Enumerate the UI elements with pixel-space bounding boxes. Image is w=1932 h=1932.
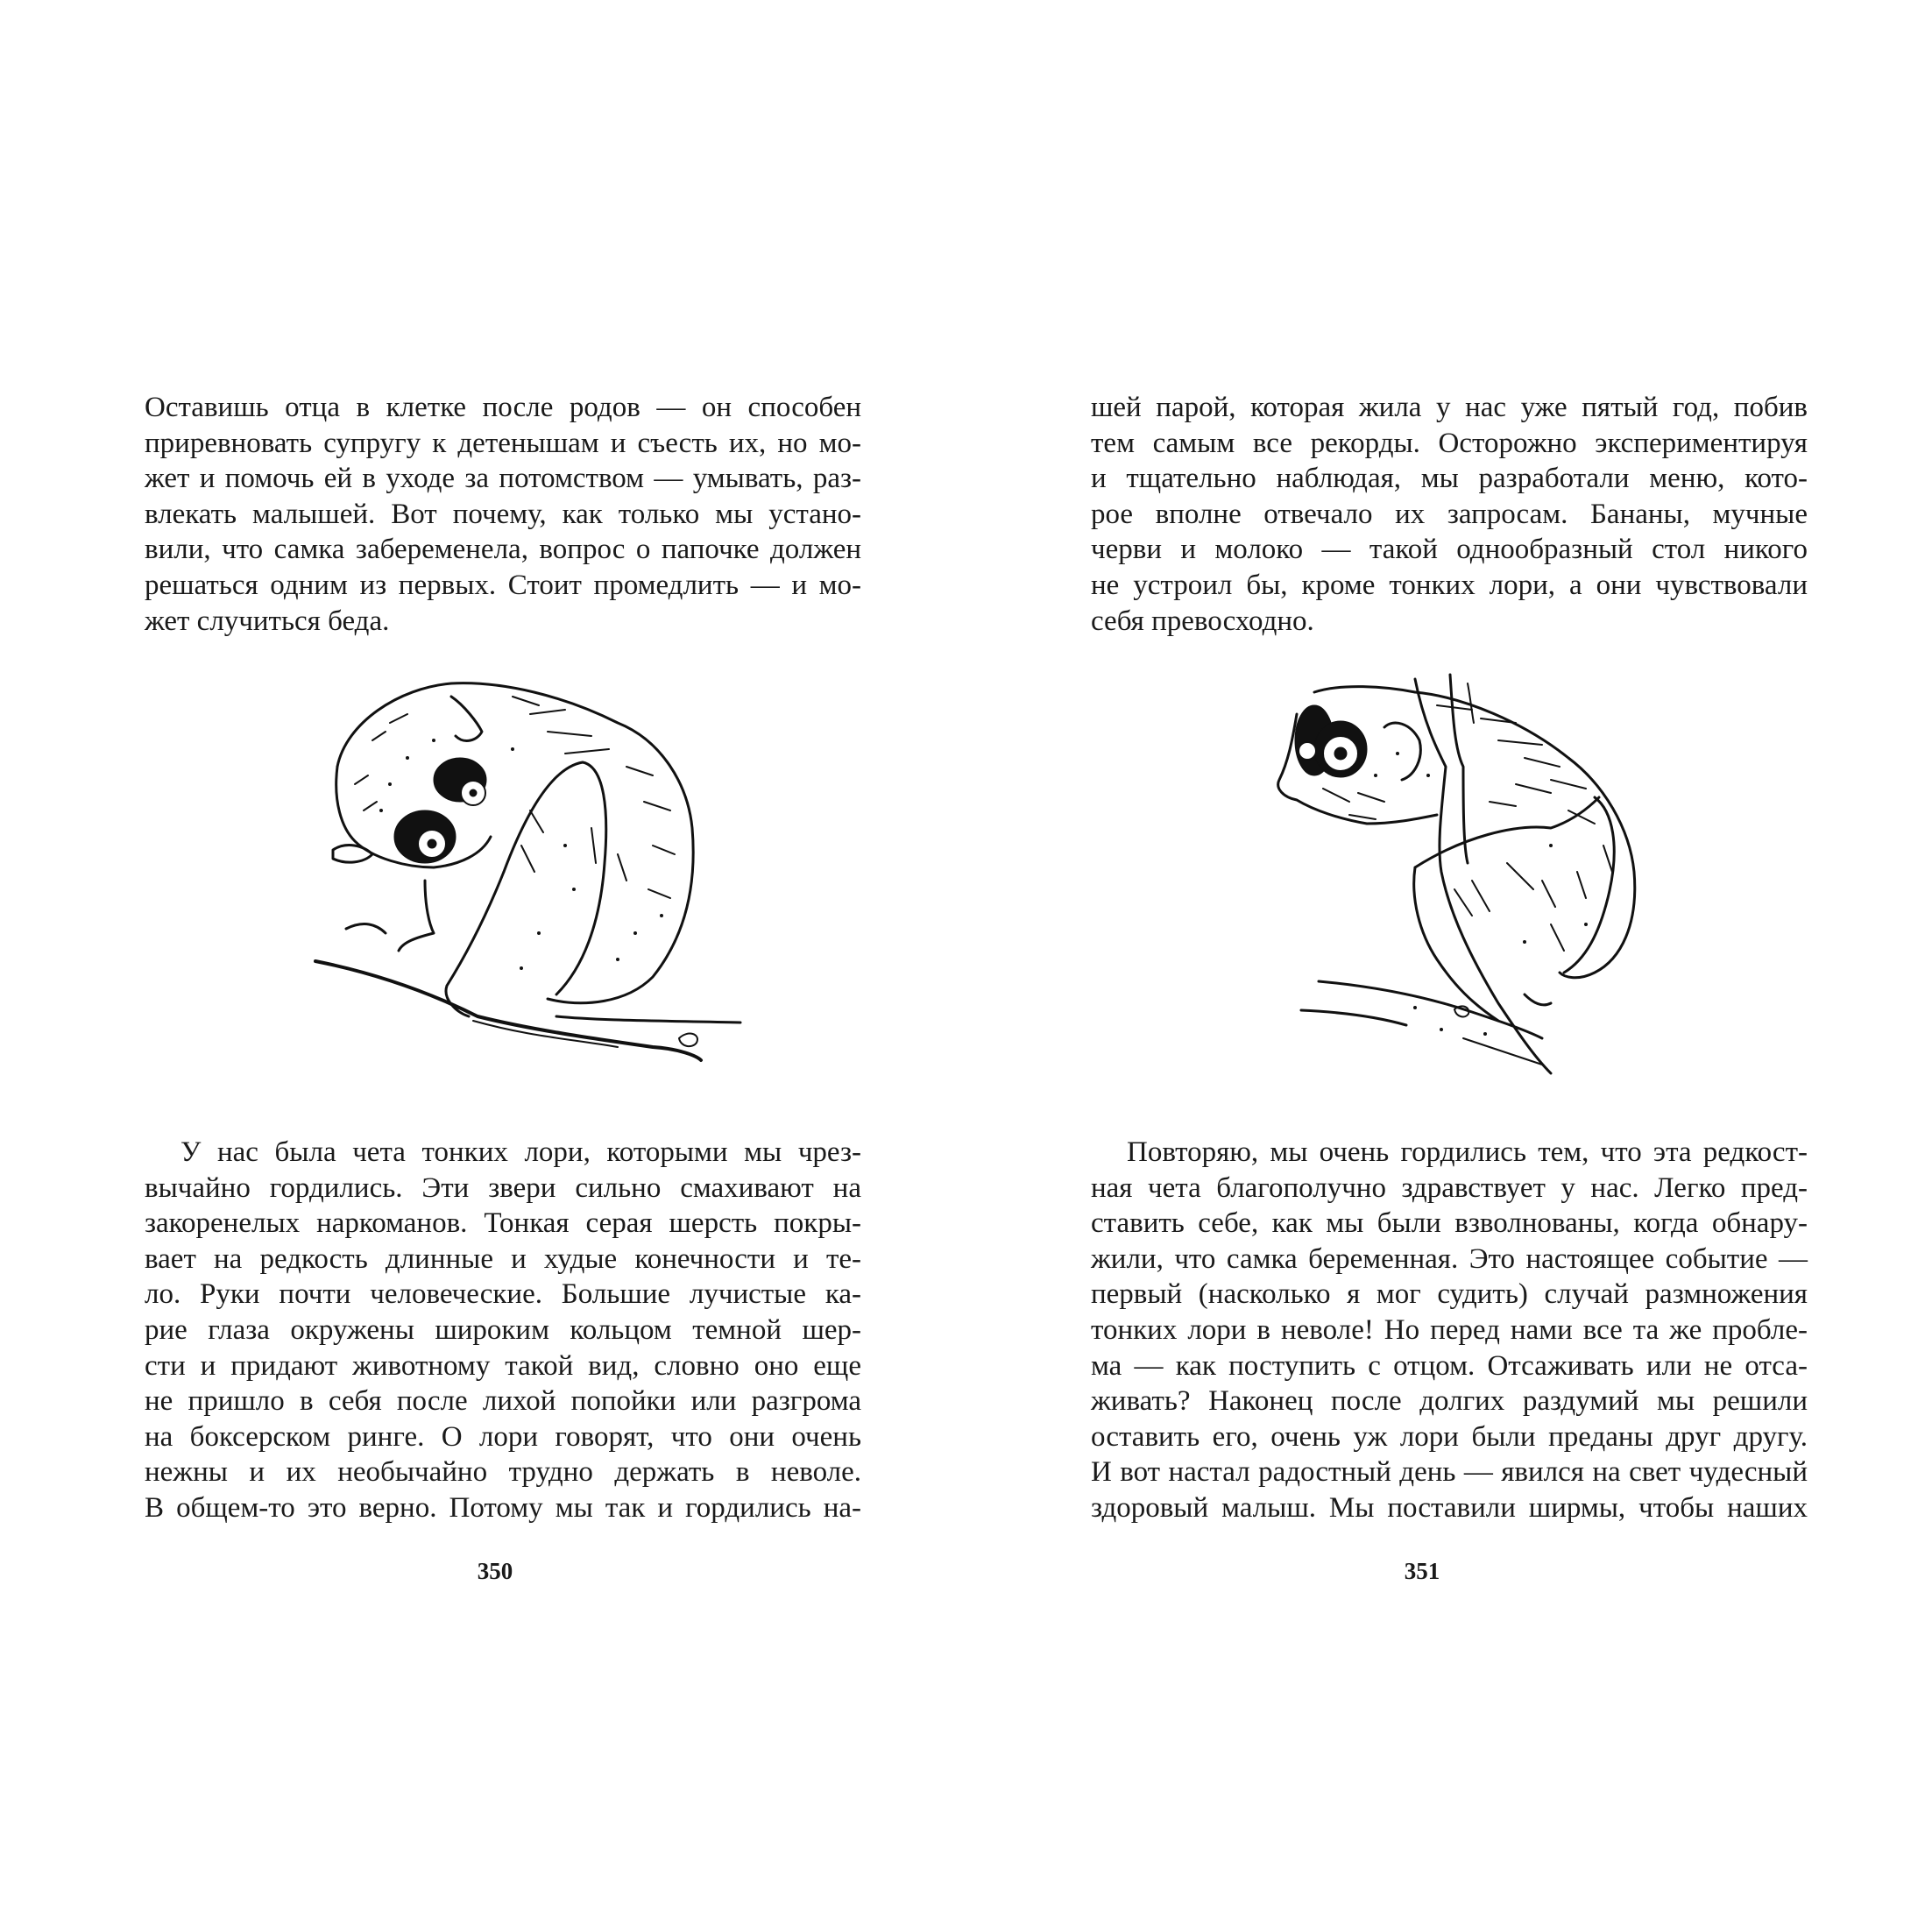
- text-line: тем самым все рекорды. Осторожно экспериментируя: [1091, 427, 1808, 459]
- text-line: жили, что самка беременная. Это настоящее событие —: [1091, 1242, 1808, 1275]
- text-line: не устроил бы, кроме тонких лори, а они чувствовали: [1091, 569, 1808, 601]
- text-line: шей парой, которая жила у нас уже пятый год, побив: [1091, 392, 1808, 423]
- text-line: ставить себе, как мы были взволнованы, когда обнару-: [1091, 1207, 1808, 1240]
- text-line: решаться одним из первых. Стоит промедлить — и мо-: [145, 569, 861, 601]
- page-number: 350: [477, 1558, 513, 1584]
- text-line: Оставишь отца в клетке после родов — он способен: [145, 392, 861, 423]
- left-top-paragraph: [145, 390, 861, 639]
- text-line: сти и придают животному такой вид, словно оно еще: [145, 1349, 861, 1382]
- text-line: себя превосходно.: [1091, 605, 1314, 637]
- text-line: приревновать супругу к детенышам и съесть их, но мо-: [145, 427, 861, 459]
- text-line: ма — как поступить с отцом. Отсаживать или не отса-: [1091, 1349, 1808, 1382]
- text-line: рие глаза окружены широким кольцом темной шер-: [145, 1313, 861, 1346]
- text-line: закоренелых наркоманов. Тонкая серая шерсть покры-: [145, 1207, 861, 1240]
- text-line: жет и помочь ей в уходе за потомством — умывать, раз-: [145, 463, 861, 495]
- text-line: В общем-то это верно. Потому мы так и гордились на-: [145, 1491, 861, 1524]
- right-page: [966, 0, 1931, 1932]
- text-line: здоровый малыш. Мы поставили ширмы, чтобы наших: [1091, 1491, 1808, 1524]
- left-bottom-paragraph: [145, 1135, 861, 1526]
- text-line: вычайно гордились. Эти звери сильно смахивают на: [145, 1171, 861, 1204]
- text-line: У нас была чета тонких лори, которыми мы чрез-: [180, 1136, 861, 1168]
- text-line: вили, что самка забеременела, вопрос о папочке должен: [145, 534, 861, 566]
- text-line: вает на редкость длинные и худые конечности и те-: [145, 1242, 861, 1275]
- slender-loris-on-branch-illustration: [1262, 670, 1682, 1082]
- text-line: жет случиться беда.: [145, 605, 390, 637]
- text-line: живать? Наконец после долгих раздумий мы решили: [1091, 1385, 1808, 1418]
- text-line: Повторяю, мы очень гордились тем, что эта редкост-: [1127, 1136, 1808, 1168]
- right-top-paragraph: [1091, 390, 1808, 639]
- text-line: нежны и их необычайно трудно держать в неволе.: [145, 1456, 861, 1489]
- right-bottom-paragraph: [1091, 1135, 1808, 1526]
- text-line: И вот настал радостный день — явился на свет чудесный: [1091, 1456, 1808, 1489]
- text-line: ная чета благополучно здравствует у нас. Легко пред-: [1091, 1171, 1808, 1204]
- text-line: не пришло в себя после лихой попойки или разгрома: [145, 1385, 861, 1418]
- text-line: на боксерском ринге. О лори говорят, что они очень: [145, 1420, 861, 1453]
- text-line: черви и молоко — такой однообразный стол никого: [1091, 534, 1808, 566]
- text-line: рое вполне отвечало их запросам. Бананы, мучные: [1091, 498, 1808, 530]
- text-line: и тщательно наблюдая, мы разработали меню, кото-: [1091, 463, 1808, 495]
- page-number: 351: [1404, 1558, 1440, 1584]
- text-line: тонких лори в неволе! Но перед нами все та же пробле-: [1091, 1313, 1808, 1346]
- text-line: первый (насколько я мог судить) случай размножения: [1091, 1278, 1808, 1311]
- text-line: ло. Руки почти человеческие. Большие лучистые ка-: [145, 1278, 861, 1311]
- text-line: влекать малышей. Вот почему, как только мы устано-: [145, 498, 861, 530]
- text-line: оставить его, очень уж лори были преданы друг другу.: [1091, 1420, 1808, 1453]
- slender-loris-crouching-illustration: [302, 670, 749, 1078]
